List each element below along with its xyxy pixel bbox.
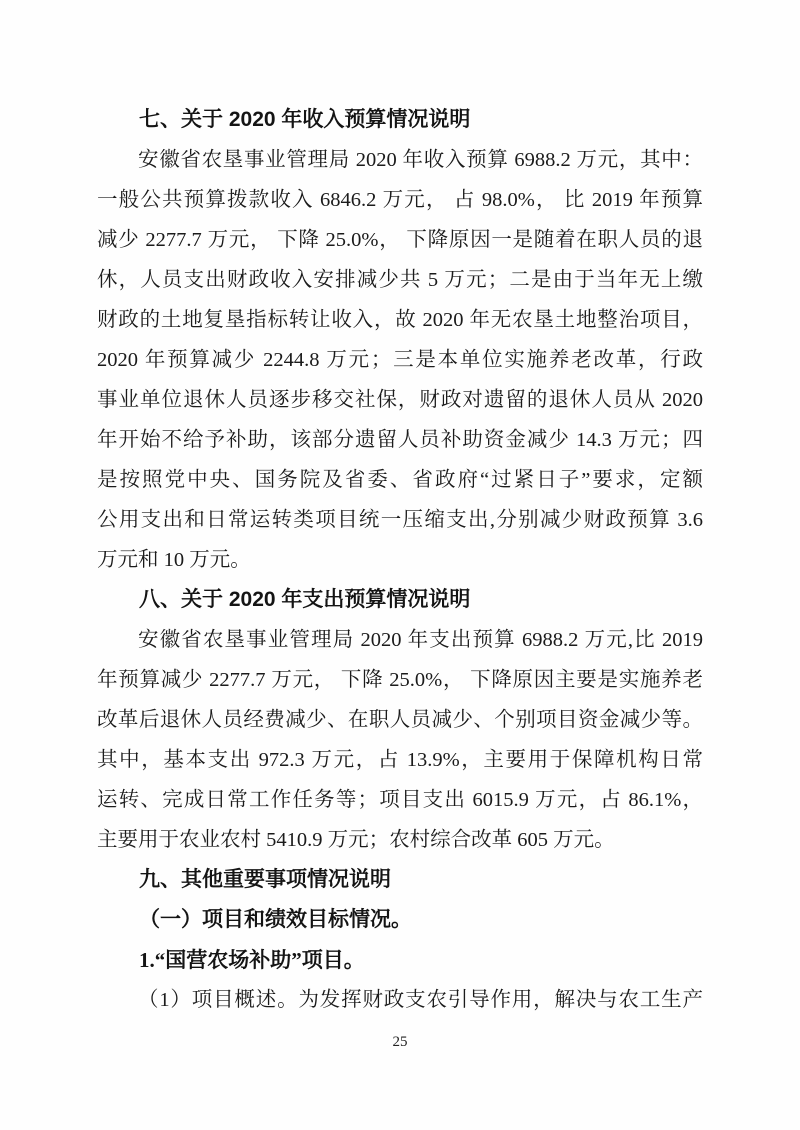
text-line: 财政的土地复垦指标转让收入，故 2020 年无农垦土地整治项目， [97, 309, 703, 331]
text-line: 公用支出和日常运转类项目统一压缩支出,分别减少财政预算 3.6 [97, 509, 703, 531]
page-number: 25 [392, 1034, 408, 1050]
text-line: 是按照党中央、国务院及省委、省政府“过紧日子”要求，定额 [97, 469, 703, 491]
section-9-sub-heading: （一）项目和绩效目标情况。 [139, 908, 412, 931]
section-9-heading: 九、其他重要事项情况说明 [139, 868, 391, 891]
text-line: 其中，基本支出 972.3 万元，占 13.9%，主要用于保障机构日常 [97, 749, 703, 771]
section-8-heading: 八、关于 2020 年支出预算情况说明 [139, 588, 471, 611]
text-line: 运转、完成日常工作任务等；项目支出 6015.9 万元，占 86.1%， [97, 789, 703, 811]
text-line: 一般公共预算拨款收入 6846.2 万元， 占 98.0%， 比 2019 年预算 [97, 189, 703, 211]
text-line: （1）项目概述。为发挥财政支农引导作用，解决与农工生产 [138, 989, 703, 1011]
text-line: 主要用于农业农村 5410.9 万元；农村综合改革 605 万元。 [97, 829, 615, 851]
text-line: 休，人员支出财政收入安排减少共 5 万元；二是由于当年无上缴 [97, 269, 703, 291]
section-7-heading: 七、关于 2020 年收入预算情况说明 [139, 108, 471, 131]
text-line: 减少 2277.7 万元， 下降 25.0%， 下降原因一是随着在职人员的退 [97, 229, 703, 251]
text-line: 安徽省农垦事业管理局 2020 年支出预算 6988.2 万元,比 2019 [138, 629, 703, 651]
text-line: 年预算减少 2277.7 万元， 下降 25.0%， 下降原因主要是实施养老 [97, 669, 703, 691]
text-line: 年开始不给予补助，该部分遗留人员补助资金减少 14.3 万元；四 [97, 429, 703, 451]
text-line: 安徽省农垦事业管理局 2020 年收入预算 6988.2 万元，其中： [138, 149, 703, 171]
text-line: 改革后退休人员经费减少、在职人员减少、个别项目资金减少等。 [97, 709, 703, 731]
text-line: 2020 年预算减少 2244.8 万元；三是本单位实施养老改革，行政 [97, 349, 703, 371]
text-line: 万元和 10 万元。 [97, 549, 251, 571]
text-line: 事业单位退休人员逐步移交社保，财政对遗留的退休人员从 2020 [97, 389, 703, 411]
section-9-item-heading: 1.“国营农场补助”项目。 [139, 948, 365, 972]
